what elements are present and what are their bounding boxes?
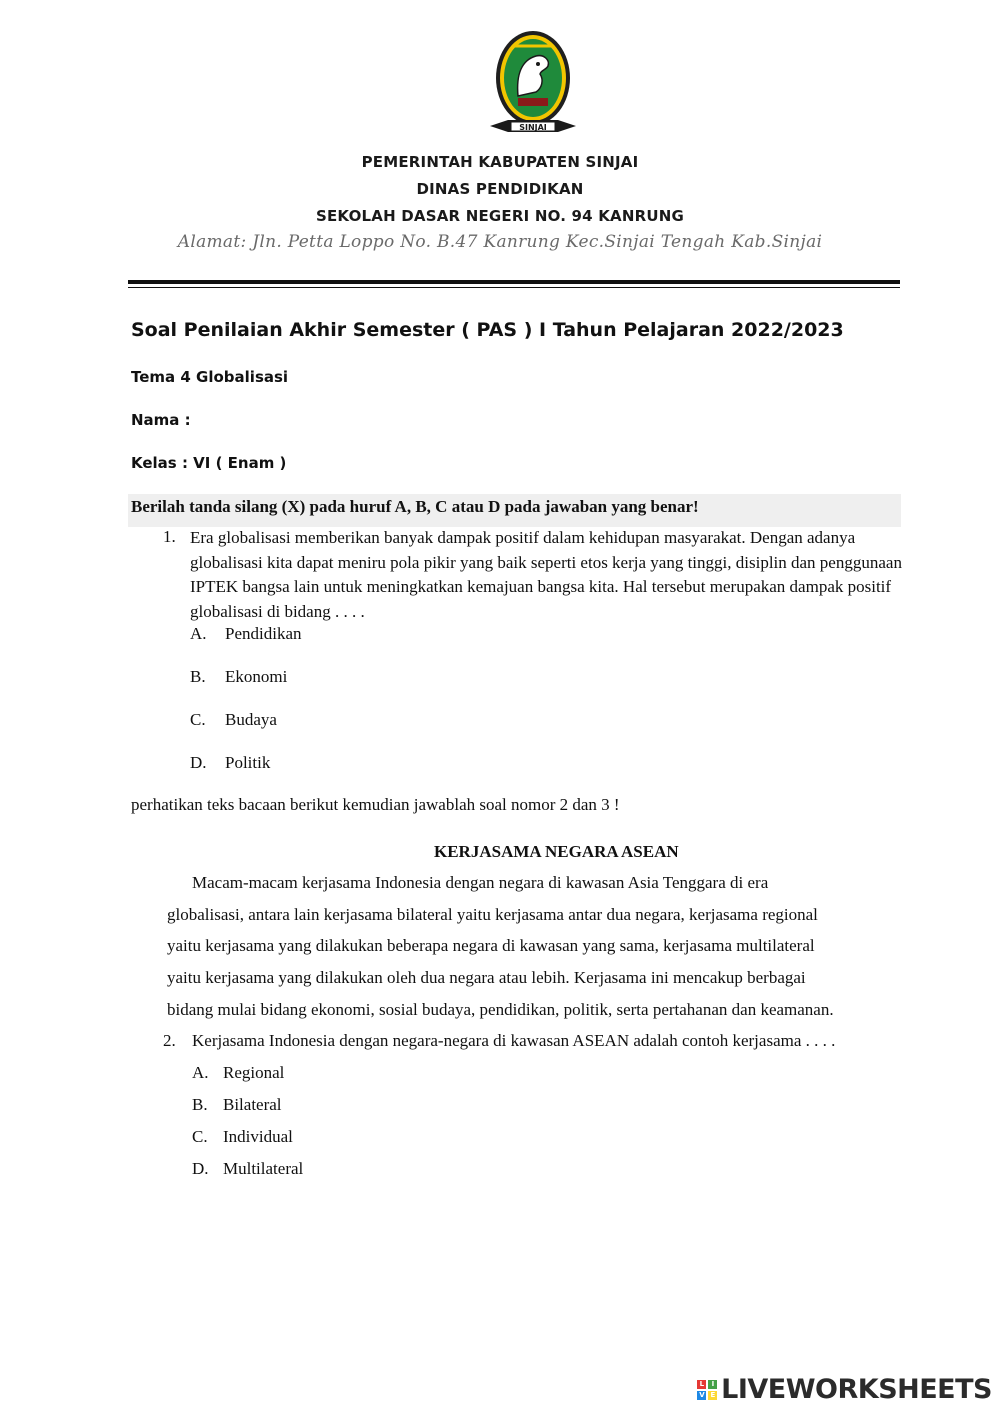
header-divider-thick: [128, 280, 900, 284]
option-letter: C.: [190, 710, 206, 729]
reading-passage: [167, 867, 907, 1026]
option-text: Ekonomi: [225, 667, 288, 686]
option-text: Politik: [225, 753, 271, 772]
option-letter: A.: [190, 624, 207, 643]
emblem-label: SINJAI: [519, 123, 547, 132]
liveworksheets-logo-icon: [697, 1374, 992, 1405]
badge-letter: L: [697, 1380, 706, 1389]
reading-title: KERJASAMA NEGARA ASEAN: [434, 842, 679, 861]
option-text: Multilateral: [223, 1159, 304, 1178]
question-2-option-d[interactable]: [192, 1159, 303, 1179]
header-department: DINAS PENDIDIKAN: [416, 180, 584, 198]
question-2-text: Kerjasama Indonesia dengan negara-negara di kawasan ASEAN adalah contoh kerjasama . . . .: [192, 1031, 836, 1050]
header-school: SEKOLAH DASAR NEGERI NO. 94 KANRUNG: [315, 207, 685, 225]
student-name-label: Nama :: [131, 411, 191, 429]
exam-theme: Tema 4 Globalisasi: [131, 368, 289, 386]
badge-letter: V: [697, 1391, 706, 1400]
option-text: Individual: [223, 1127, 293, 1146]
option-text: Bilateral: [223, 1095, 282, 1114]
liveworksheets-badge: [697, 1380, 717, 1400]
option-letter: A.: [192, 1063, 209, 1082]
option-text: Budaya: [225, 710, 277, 729]
reading-intro: perhatikan teks bacaan berikut kemudian jawablah soal nomor 2 dan 3 !: [131, 795, 620, 814]
reading-line: bidang mulai bidang ekonomi, sosial budaya, pendidikan, politik, serta pertahanan dan keamanan.: [167, 999, 834, 1019]
question-2-option-c[interactable]: [192, 1127, 293, 1147]
option-letter: D.: [190, 753, 207, 772]
option-letter: C.: [192, 1127, 208, 1146]
header-government: PEMERINTAH KABUPATEN SINJAI: [361, 153, 639, 171]
reading-line: yaitu kerjasama yang dilakukan oleh dua negara atau lebih. Kerjasama ini mencakup berbagai: [167, 968, 806, 988]
question-1-text: Era globalisasi memberikan banyak dampak positif dalam kehidupan masyarakat. Dengan adanya globalisasi kita dapat meniru pola pikir yang baik seperti etos kerja yang tinggi, disiplin dan penggunaan IPTEK bangsa lain untuk meningkatkan kemajuan bangsa kita. Hal tersebut merupakan dampak positif globalisasi di bidang . . . .: [190, 528, 902, 621]
liveworksheets-text: LIVEWORKSHEETS: [721, 1374, 992, 1405]
sinjai-regency-emblem-icon: [478, 26, 588, 146]
instruction-text: Berilah tanda silang (X) pada huruf A, B, C atau D pada jawaban yang benar!: [131, 497, 699, 516]
option-letter: D.: [192, 1159, 209, 1178]
option-text: Pendidikan: [225, 624, 302, 643]
class-label: Kelas : VI ( Enam ): [131, 454, 287, 472]
question-1-option-c[interactable]: [190, 710, 277, 730]
option-letter: B.: [192, 1095, 208, 1114]
exam-title: Soal Penilaian Akhir Semester ( PAS ) I Tahun Pelajaran 2022/2023: [131, 319, 844, 341]
header-address: Alamat: Jln. Petta Loppo No. B.47 Kanrung Kec.Sinjai Tengah Kab.Sinjai: [177, 232, 823, 252]
reading-line: Macam-macam kerjasama Indonesia dengan negara di kawasan Asia Tenggara di era: [192, 873, 769, 892]
question-1-number: 1.: [163, 527, 176, 546]
question-2-option-a[interactable]: [192, 1063, 284, 1083]
badge-letter: E: [708, 1391, 717, 1400]
question-1-option-d[interactable]: [190, 753, 270, 773]
question-1-option-a[interactable]: [190, 624, 302, 644]
option-letter: B.: [190, 667, 206, 686]
badge-letter: I: [708, 1380, 717, 1389]
question-2-number: 2.: [163, 1031, 176, 1050]
question-2-option-b[interactable]: [192, 1095, 282, 1115]
option-text: Regional: [223, 1063, 285, 1082]
question-1-option-b[interactable]: [190, 667, 287, 687]
reading-line: yaitu kerjasama yang dilakukan beberapa negara di kawasan yang sama, kerjasama multilateral: [167, 936, 815, 956]
reading-line: globalisasi, antara lain kerjasama bilateral yaitu kerjasama antar dua negara, kerjasama regional: [167, 904, 818, 924]
header-divider-thin: [128, 287, 900, 288]
